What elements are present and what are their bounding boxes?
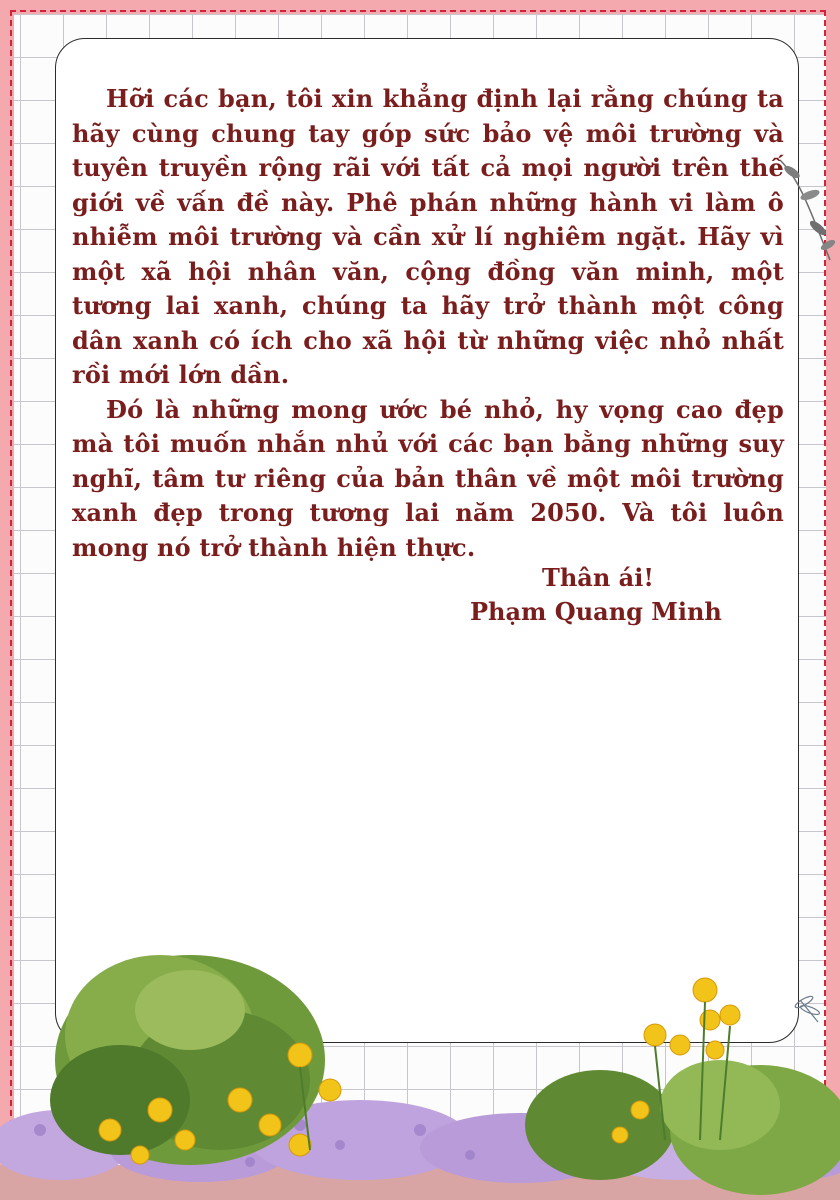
paragraph-1: Hỡi các bạn, tôi xin khẳng định lại rằng chúng ta hãy cùng chung tay góp sức bảo vệ môi trường và tuyên truyền rộng rãi với tất cả mọi người trên thế giới về vấn đề này. Phê phán những hành vi làm ô nhiễm môi trường và cần xử lí nghiêm ngặt. Hãy vì một xã hội nhân văn, cộng đồng văn minh, một tương lai xanh, chúng ta hãy trở thành một công dân xanh có ích cho xã hội từ những việc nhỏ nhất rồi mới lớn dần. xyxy=(72,84,784,389)
dragonfly-icon xyxy=(794,994,821,1022)
paragraph-2: Đó là những mong ước bé nhỏ, hy vọng cao đẹp mà tôi muốn nhắn nhủ với các bạn bằng những suy nghĩ, tâm tư riêng của bản thân về một môi trường xanh đẹp trong tương lai năm 2050. Và tôi luôn mong nó trở thành hiện thực. xyxy=(72,394,784,562)
closing-line: Thân ái! xyxy=(542,563,654,592)
letter-body xyxy=(72,82,784,565)
signer-name: Phạm Quang Minh xyxy=(470,597,722,626)
top-border-strip xyxy=(0,0,840,10)
flower-garden xyxy=(0,940,840,1200)
